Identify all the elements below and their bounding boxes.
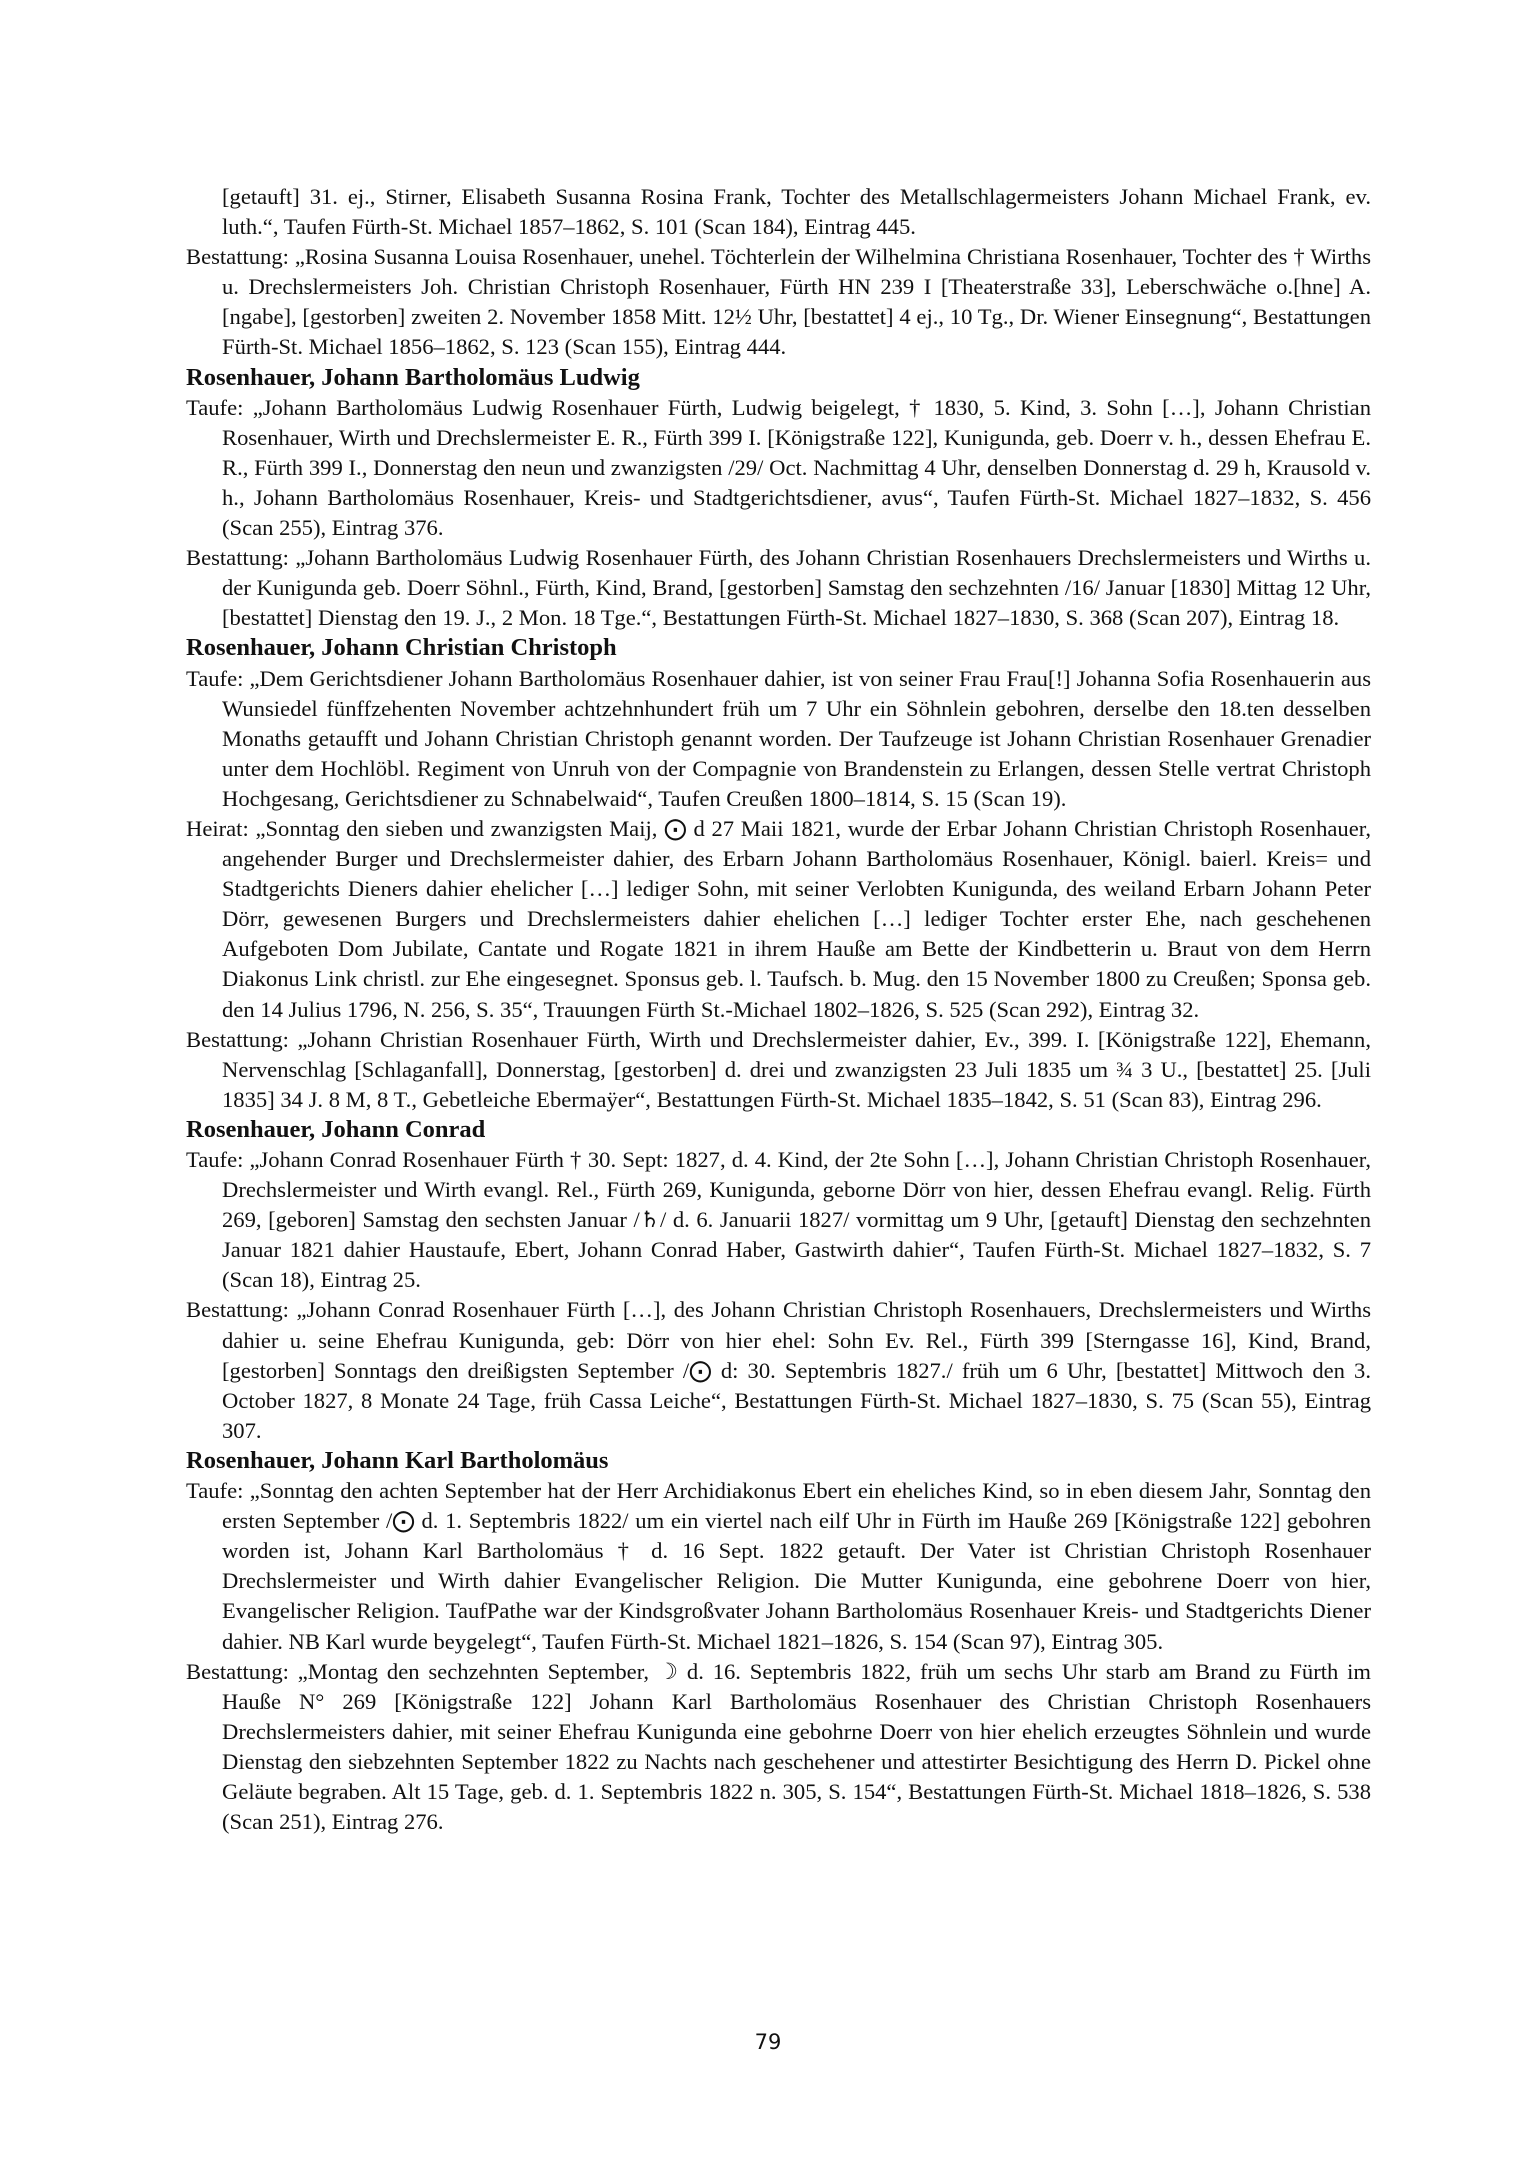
person-heading: Rosenhauer, Johann Karl Bartholomäus: [186, 1446, 609, 1474]
record-paragraph: [getauft] 31. ej., Stirner, Elisabeth Susanna Rosina Frank, Tochter des Metallschlagermeisters Johann Michael Frank, ev. luth.“, Taufen Fürth-St. Michael 1857–1862, S. 101 (Scan 184), Eintrag 445.: [222, 184, 1371, 240]
record-paragraph: Bestattung: „Rosina Susanna Louisa Rosenhauer, unehel. Töchterlein der Wilhelmina Christiana Rosenhauer, Tochter des † Wirths u. Drechslermeisters Joh. Christian Christoph Rosenhauer, Fürth HN 239 I [Theaterstraße 33], Leberschwäche o.[hne] A.[ngabe], [gestorben] zweiten 2. November 1858 Mitt. 12½ Uhr, [bestattet] 4 ej., 10 Tg., Dr. Wiener Einsegnung“, Bestattungen Fürth-St. Michael 1856–1862, S. 123 (Scan 155), Eintrag 444.: [186, 244, 1371, 360]
record-paragraph: Bestattung: „Johann Bartholomäus Ludwig Rosenhauer Fürth, des Johann Christian Rosenhauers Drechslermeisters und Wirths u. der Kunigunda geb. Doerr Söhnl., Fürth, Kind, Brand, [gestorben] Samstag den sechzehnten /16/ Januar [1830] Mittag 12 Uhr, [bestattet] Dienstag den 19. J., 2 Mon. 18 Tge.“, Bestattungen Fürth-St. Michael 1827–1830, S. 368 (Scan 207), Eintrag 18.: [186, 545, 1371, 631]
record-paragraph: Heirat: „Sonntag den sieben und zwanzigsten Maij, ⨀ d 27 Maii 1821, wurde der Erbar Johann Christian Christoph Rosenhauer, angehender Burger und Drechslermeister dahier, des Erbarn Johann Bartholomäus Rosenhauer, Königl. baierl. Kreis= und Stadtgerichts Dieners dahier ehelicher […] lediger Sohn, mit seiner Verlobten Kunigunda, des weiland Erbarn Johann Peter Dörr, gewesenen Burgers und Drechslermeisters dahier ehelichen […] lediger Tochter erster Ehe, nach geschehenen Aufgeboten Dom Jubilate, Cantate und Rogate 1821 in ihrem Hauße am Bette der Kindbetterin u. Braut von dem Herrn Diakonus Link christl. zur Ehe eingesegnet. Sponsus geb. l. Taufsch. b. Mug. den 15 November 1800 zu Creußen; Sponsa geb. den 14 Julius 1796, N. 256, S. 35“, Trauungen Fürth St.-Michael 1802–1826, S. 525 (Scan 292), Eintrag 32.: [186, 815, 1371, 1022]
document-body: [186, 182, 1371, 1837]
record-paragraph: Bestattung: „Montag den sechzehnten September, ☽ d. 16. Septembris 1822, früh um sechs Uhr starb am Brand zu Fürth im Hauße N° 269 [Königstraße 122] Johann Karl Bartholomäus Rosenhauer des Christian Christoph Rosenhauers Drechslermeisters dahier, mit seiner Ehefrau Kunigunda eine gebohrne Doerr von hier ehelich erzeugtes Söhnlein und wurde Dienstag den siebzehnten September 1822 zu Nachts nach geschehener und attestirter Besichtigung des Herrn D. Pickel ohne Geläute begraben. Alt 15 Tage, geb. d. 1. Septembris 1822 n. 305, S. 154“, Bestattungen Fürth-St. Michael 1818–1826, S. 538 (Scan 251), Eintrag 276.: [186, 1658, 1371, 1835]
page-number: 79: [754, 2030, 782, 2054]
record-paragraph: Bestattung: „Johann Christian Rosenhauer Fürth, Wirth und Drechslermeister dahier, Ev., 399. I. [Königstraße 122], Ehemann, Nervenschlag [Schlaganfall], Donnerstag, [gestorben] d. drei und zwanzigsten 23 Juli 1835 um ¾ 3 U., [bestattet] 25. [Juli 1835] 34 J. 8 M, 8 T., Gebetleiche Ebermaÿer“, Bestattungen Fürth-St. Michael 1835–1842, S. 51 (Scan 83), Eintrag 296.: [186, 1026, 1371, 1112]
record-paragraph: Taufe: „Johann Conrad Rosenhauer Fürth † 30. Sept: 1827, d. 4. Kind, der 2te Sohn […], Johann Christian Christoph Rosenhauer, Drechslermeister und Wirth evangl. Rel., Fürth 269, Kunigunda, geborne Dörr von hier, dessen Ehefrau evangl. Relig. Fürth 269, [geboren] Samstag den sechsten Januar /♄/ d. 6. Januarii 1827/ vormittag um 9 Uhr, [getauft] Dienstag den sechzehnten Januar 1821 dahier Haustaufe, Ebert, Johann Conrad Haber, Gastwirth dahier“, Taufen Fürth-St. Michael 1827–1832, S. 7 (Scan 18), Eintrag 25.: [186, 1147, 1371, 1293]
record-paragraph: Taufe: „Dem Gerichtsdiener Johann Bartholomäus Rosenhauer dahier, ist von seiner Frau Frau[!] Johanna Sofia Rosenhauerin aus Wunsiedel fünffzehenten November achtzehnhundert früh um 7 Uhr ein Söhnlein gebohren, derselbe den 18.ten desselben Monaths getaufft und Johann Christian Christoph genannt worden. Der Taufzeuge ist Johann Christian Rosenhauer Grenadier unter dem Hochlöbl. Regiment von Unruh von der Compagnie von Brandenstein zu Erlangen, dessen Stelle vertrat Christoph Hochgesang, Gerichtsdiener zu Schnabelwaid“, Taufen Creußen 1800–1814, S. 15 (Scan 19).: [186, 665, 1371, 811]
record-paragraph: Bestattung: „Johann Conrad Rosenhauer Fürth […], des Johann Christian Christoph Rosenhauers, Drechslermeisters und Wirths dahier u. seine Ehefrau Kunigunda, geb: Dörr von hier ehel: Sohn Ev. Rel., Fürth 399 [Sterngasse 16], Kind, Brand, [gestorben] Sonntags den dreißigsten September /⨀ d: 30. Septembris 1827./ früh um 6 Uhr, [bestattet] Mittwoch den 3. October 1827, 8 Monate 24 Tage, früh Cassa Leiche“, Bestattungen Fürth-St. Michael 1827–1830, S. 75 (Scan 55), Eintrag 307.: [186, 1297, 1371, 1443]
person-heading: Rosenhauer, Johann Christian Christoph: [186, 634, 617, 662]
person-heading: Rosenhauer, Johann Bartholomäus Ludwig: [186, 363, 640, 391]
record-paragraph: Taufe: „Sonntag den achten September hat der Herr Archidiakonus Ebert ein eheliches Kind, so in eben diesem Jahr, Sonntag den ersten September /⨀ d. 1. Septembris 1822/ um ein viertel nach eilf Uhr in Fürth im Hauße 269 [Königstraße 122] gebohren worden ist, Johann Karl Bartholomäus † d. 16 Sept. 1822 getauft. Der Vater ist Christian Christoph Rosenhauer Drechslermeister und Wirth dahier Evangelischer Religion. Die Mutter Kunigunda, eine gebohrene Doerr von hier, Evangelischer Religion. TaufPathe war der Kindsgroßvater Johann Bartholomäus Rosenhauer Kreis- und Stadtgerichts Diener dahier. NB Karl wurde beygelegt“, Taufen Fürth-St. Michael 1821–1826, S. 154 (Scan 97), Eintrag 305.: [186, 1478, 1371, 1654]
person-heading: Rosenhauer, Johann Conrad: [186, 1115, 486, 1143]
record-paragraph: Taufe: „Johann Bartholomäus Ludwig Rosenhauer Fürth, Ludwig beigelegt, † 1830, 5. Kind, 3. Sohn […], Johann Christian Rosenhauer, Wirth und Drechslermeister E. R., Fürth 399 I. [Königstraße 122], Kunigunda, geb. Doerr v. h., dessen Ehefrau E. R., Fürth 399 I., Donnerstag den neun und zwanzigsten /29/ Oct. Nachmittag 4 Uhr, denselben Donnerstag d. 29 h, Krausold v. h., Johann Bartholomäus Rosenhauer, Kreis- und Stadtgerichtsdiener, avus“, Taufen Fürth-St. Michael 1827–1832, S. 456 (Scan 255), Eintrag 376.: [186, 394, 1371, 541]
